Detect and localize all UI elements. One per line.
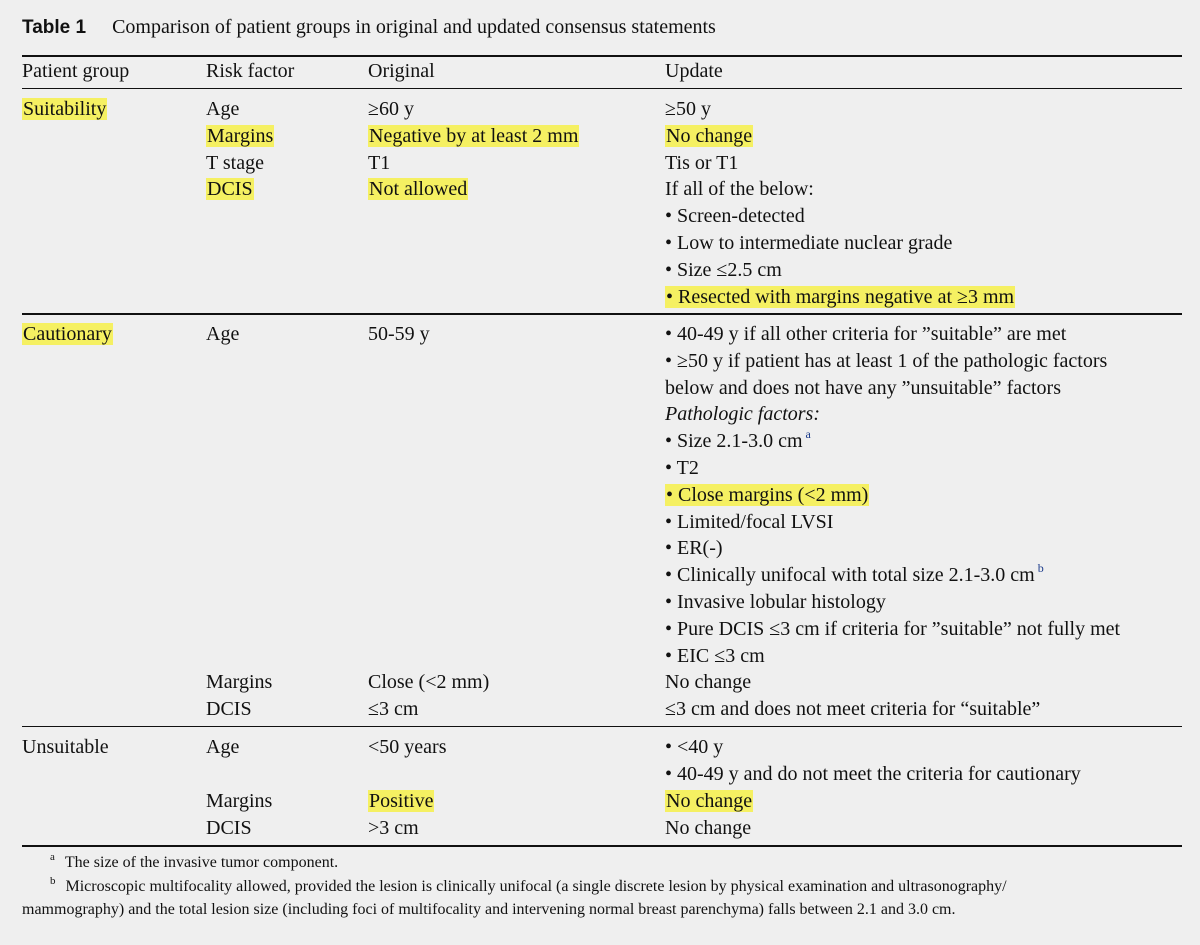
footnote-a-mark: a bbox=[50, 851, 55, 863]
unsuitable-risk-dcis: DCIS bbox=[206, 816, 252, 839]
cautionary-rule bbox=[22, 726, 1182, 727]
group-unsuitable: Unsuitable bbox=[22, 736, 109, 758]
footnote-ref-a: a bbox=[805, 427, 811, 442]
cautionary-risk-dcis: DCIS bbox=[206, 698, 252, 721]
cautionary-update-8: • ER(-) bbox=[665, 537, 723, 560]
unsuitable-original-dcis: >3 cm bbox=[368, 816, 419, 839]
cautionary-update-1: • ≥50 y if patient has at least 1 of the pathologic factors bbox=[665, 349, 1108, 372]
cautionary-original-dcis: ≤3 cm bbox=[368, 698, 419, 721]
suitability-risk-tstage: T stage bbox=[206, 151, 264, 174]
cautionary-original-margins: Close (<2 mm) bbox=[368, 671, 490, 694]
suitability-update-4: • Screen-detected bbox=[665, 205, 805, 228]
suitability-update-5: • Low to intermediate nuclear grade bbox=[665, 232, 953, 254]
table-label: Table 1 bbox=[22, 17, 87, 38]
suitability-original-margins: Negative by at least 2 mm bbox=[369, 124, 579, 147]
cautionary-update-9: • Clinically unifocal with total size 2.1-3.0 cm $^b$ bbox=[665, 561, 1044, 587]
suitability-update-2: Tis or T1 bbox=[665, 151, 739, 174]
cautionary-update-4: • Size 2.1-3.0 cm $^a$ bbox=[665, 427, 811, 453]
table-title: Comparison of patient groups in original and updated consensus statements bbox=[112, 16, 716, 38]
unsuitable-update-2: No change bbox=[666, 790, 753, 812]
footnote-b-text-1: Microscopic multifocality allowed, provided the lesion is clinically unifocal (a single discrete lesion by physical examination and ultrasonography/ bbox=[65, 878, 1007, 895]
header-patient-group: Patient group bbox=[22, 60, 130, 82]
group-cautionary: Cautionary bbox=[23, 323, 112, 345]
top-rule bbox=[22, 55, 1182, 57]
suitability-update-7: • Resected with margins negative at ≥3 mm bbox=[666, 285, 1015, 308]
cautionary-risk-margins: Margins bbox=[206, 671, 273, 694]
footnote-b bbox=[50, 876, 1007, 898]
cautionary-risk-age: Age bbox=[206, 323, 240, 345]
unsuitable-update-0: • <40 y bbox=[665, 736, 724, 758]
header-rule bbox=[22, 88, 1182, 89]
cautionary-update-12: • EIC ≤3 cm bbox=[665, 644, 765, 667]
cautionary-update-13: No change bbox=[665, 671, 752, 694]
cautionary-update-14: ≤3 cm and does not meet criteria for “suitable” bbox=[665, 698, 1041, 721]
header-risk-factor: Risk factor bbox=[206, 60, 295, 82]
cautionary-original-age: 50-59 y bbox=[368, 323, 430, 345]
unsuitable-original-margins: Positive bbox=[369, 790, 434, 812]
unsuitable-update-3: No change bbox=[665, 816, 752, 839]
suitability-update-0: ≥50 y bbox=[665, 98, 711, 120]
table-caption bbox=[22, 16, 716, 39]
unsuitable-risk-margins: Margins bbox=[206, 790, 273, 812]
bottom-rule bbox=[22, 845, 1182, 847]
cautionary-update-6: • Close margins (<2 mm) bbox=[666, 483, 869, 506]
suitability-update-3: If all of the below: bbox=[665, 178, 814, 201]
suitability-update-6: • Size ≤2.5 cm bbox=[665, 258, 782, 281]
suitability-risk-margins: Margins bbox=[207, 124, 274, 147]
unsuitable-update-1: • 40-49 y and do not meet the criteria for cautionary bbox=[665, 762, 1081, 785]
suitability-original-dcis: Not allowed bbox=[369, 178, 468, 201]
footnote-ref-b: b bbox=[1037, 561, 1044, 576]
cautionary-update-11: • Pure DCIS ≤3 cm if criteria for ”suitable” not fully met bbox=[665, 617, 1121, 640]
header-update: Update bbox=[665, 60, 723, 82]
suitability-risk-age: Age bbox=[206, 98, 240, 120]
cautionary-update-10: • Invasive lobular histology bbox=[665, 591, 886, 613]
header-original: Original bbox=[368, 60, 435, 82]
unsuitable-original-age: <50 years bbox=[368, 736, 447, 758]
group-suitability: Suitability bbox=[23, 98, 107, 120]
footnote-a bbox=[50, 852, 338, 874]
footnote-b-mark: b bbox=[50, 875, 56, 887]
suitability-update-1: No change bbox=[666, 124, 753, 147]
unsuitable-risk-age: Age bbox=[206, 736, 240, 758]
footnote-b-continued: mammography) and the total lesion size (including foci of multifocality and intervening normal breast parenchyma) falls between 2.1 and 3.0 cm. bbox=[22, 901, 956, 918]
suitability-risk-dcis: DCIS bbox=[207, 178, 253, 201]
suitability-rule bbox=[22, 313, 1182, 315]
cautionary-update-5: • T2 bbox=[665, 457, 699, 479]
cautionary-update-0: • 40-49 y if all other criteria for ”suitable” are met bbox=[665, 323, 1067, 345]
footnote-a-text: The size of the invasive tumor component. bbox=[64, 854, 339, 871]
cautionary-update-7: • Limited/focal LVSI bbox=[665, 510, 834, 533]
cautionary-update-3: Pathologic factors: bbox=[665, 403, 820, 426]
suitability-original-age: ≥60 y bbox=[368, 98, 414, 120]
suitability-original-tstage: T1 bbox=[368, 151, 391, 174]
cautionary-update-2: below and does not have any ”unsuitable” factors bbox=[665, 376, 1061, 399]
